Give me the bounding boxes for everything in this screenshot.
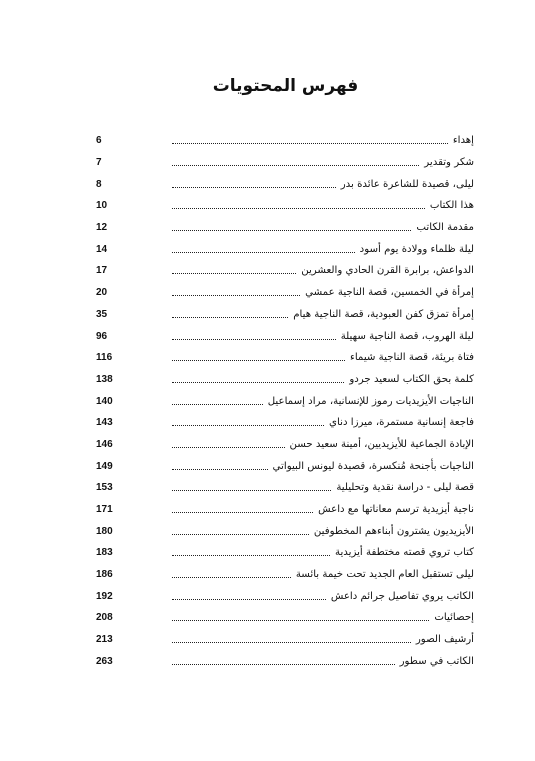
toc-page-number: 180 (96, 525, 113, 537)
toc-entry[interactable] (96, 542, 474, 564)
toc-entry-title: الكاتب يروي تفاصيل جرائم داعش (330, 590, 474, 602)
toc-entry-title: الأيزيديون يشترون أبناءهم المخطوفين (313, 525, 474, 537)
toc-page-number: 20 (96, 287, 108, 299)
toc-entry-title: ليلة الهروب، قصة الناجية سهيلة (340, 330, 474, 342)
toc-entry[interactable] (96, 412, 474, 434)
dot-leader (172, 263, 296, 274)
toc-entry-title: كتاب تروي قصته مختطفة أيزيدية (334, 547, 474, 559)
dot-leader (172, 610, 429, 621)
toc-entry[interactable] (96, 564, 474, 586)
toc-entry[interactable] (96, 260, 474, 282)
dot-leader (172, 350, 345, 361)
toc-page-number: 263 (96, 655, 113, 667)
dot-leader (172, 198, 425, 209)
toc-entry-title: ليلة ظلماء وولادة يوم أسود (359, 243, 474, 255)
toc-entry[interactable] (96, 607, 474, 629)
toc-entry[interactable] (96, 325, 474, 347)
dot-leader (172, 459, 268, 470)
toc-entry[interactable] (96, 304, 474, 326)
toc-entry[interactable] (96, 369, 474, 391)
dot-leader (172, 480, 331, 491)
toc-entry-title: مقدمة الكاتب (416, 222, 474, 234)
toc-page-number: 153 (96, 482, 113, 494)
toc-entry-title: إمرأة تمزق كفن العبودية، قصة الناجية هيام (293, 308, 474, 320)
toc-page-number: 146 (96, 438, 113, 450)
toc-entry-title: الكاتب في سطور (399, 655, 474, 667)
dot-leader (172, 394, 263, 405)
dot-leader (172, 372, 344, 383)
toc-page-number: 138 (96, 373, 113, 385)
toc-entry[interactable] (96, 499, 474, 521)
toc-entry-title: ليلى تستقبل العام الجديد تحت خيمة بائسة (295, 569, 474, 581)
toc-entry[interactable] (96, 217, 474, 239)
toc-page-number: 12 (96, 222, 108, 234)
toc-entry[interactable] (96, 651, 474, 673)
toc-entry[interactable] (96, 520, 474, 542)
page-title: فهرس المحتويات (212, 76, 359, 96)
dot-leader (172, 329, 336, 340)
toc-entry[interactable] (96, 130, 474, 152)
dot-leader (172, 437, 285, 448)
toc-entry-title: هذا الكتاب (429, 200, 474, 212)
toc-entry[interactable] (96, 282, 474, 304)
toc-entry-title: الإبادة الجماعية للأيزيديين، أمينة سعيد حسن (289, 438, 474, 450)
dot-leader (172, 654, 395, 665)
toc-entry-title: أرشيف الصور (415, 634, 474, 646)
toc-entry-title: الناجيات الأيزيديات رموز للإنسانية، مراد إسماعيل (267, 395, 474, 407)
toc-entry[interactable] (96, 238, 474, 260)
toc-entry[interactable] (96, 455, 474, 477)
toc-entry[interactable] (96, 152, 474, 174)
toc-entry-title: إهداء (452, 135, 474, 147)
toc-page-number: 10 (96, 200, 108, 212)
toc-page-number: 192 (96, 590, 113, 602)
dot-leader (172, 589, 326, 600)
toc-page-number: 96 (96, 330, 108, 342)
dot-leader (172, 242, 355, 253)
dot-leader (172, 632, 411, 643)
dot-leader (172, 220, 411, 231)
toc-page-number: 35 (96, 308, 108, 320)
toc-page-number: 208 (96, 612, 113, 624)
toc-entry[interactable] (96, 173, 474, 195)
dot-leader (172, 155, 419, 166)
dot-leader (172, 415, 324, 426)
toc-page-number: 8 (96, 178, 102, 190)
toc-page-number: 183 (96, 547, 113, 559)
dot-leader (172, 307, 288, 318)
toc-entry[interactable] (96, 477, 474, 499)
toc-entry-title: إمرأة في الخمسين، قصة الناجية عمشي (305, 287, 474, 299)
table-of-contents (96, 130, 474, 672)
dot-leader (172, 502, 313, 513)
toc-entry-title: ناجية أيزيدية ترسم معاناتها مع داعش (318, 504, 474, 516)
toc-entry-title: ليلى، قصيدة للشاعرة عائدة بدر (340, 178, 474, 190)
dot-leader (172, 177, 336, 188)
dot-leader (172, 133, 448, 144)
dot-leader (172, 285, 300, 296)
toc-entry-title: الناجيات بأجنحة مُنكسرة، قصيدة ليونس البيواتي (272, 460, 474, 472)
toc-entry-title: كلمة بحق الكتاب لسعيد جردو (349, 373, 474, 385)
toc-entry-title: شكر وتقدير (424, 157, 474, 169)
toc-page-number: 140 (96, 395, 113, 407)
dot-leader (172, 567, 291, 578)
toc-entry[interactable] (96, 629, 474, 651)
toc-page-number: 213 (96, 634, 113, 646)
toc-page-number: 149 (96, 460, 113, 472)
toc-page-number: 17 (96, 265, 108, 277)
toc-entry[interactable] (96, 195, 474, 217)
toc-entry-title: فتاة بريئة، قصة الناجية شيماء (350, 352, 474, 364)
toc-entry-title: الدواعش، برابرة القرن الحادي والعشرين (301, 265, 474, 277)
dot-leader (172, 524, 309, 535)
toc-page-number: 116 (96, 352, 113, 364)
toc-page-number: 14 (96, 243, 108, 255)
dot-leader (172, 545, 330, 556)
toc-entry[interactable] (96, 390, 474, 412)
toc-entry-title: إحصائيات (434, 612, 474, 624)
toc-entry[interactable] (96, 347, 474, 369)
toc-entry-title: قصة ليلى - دراسة نقدية وتحليلية (336, 482, 474, 494)
toc-page-number: 6 (96, 135, 102, 147)
toc-page-number: 143 (96, 417, 113, 429)
toc-entry[interactable] (96, 434, 474, 456)
toc-entry-title: فاجعة إنسانية مستمرة، ميرزا دناي (329, 417, 474, 429)
toc-entry[interactable] (96, 585, 474, 607)
toc-page-number: 171 (96, 504, 113, 516)
toc-page-number: 186 (96, 569, 113, 581)
toc-page-number: 7 (96, 157, 102, 169)
